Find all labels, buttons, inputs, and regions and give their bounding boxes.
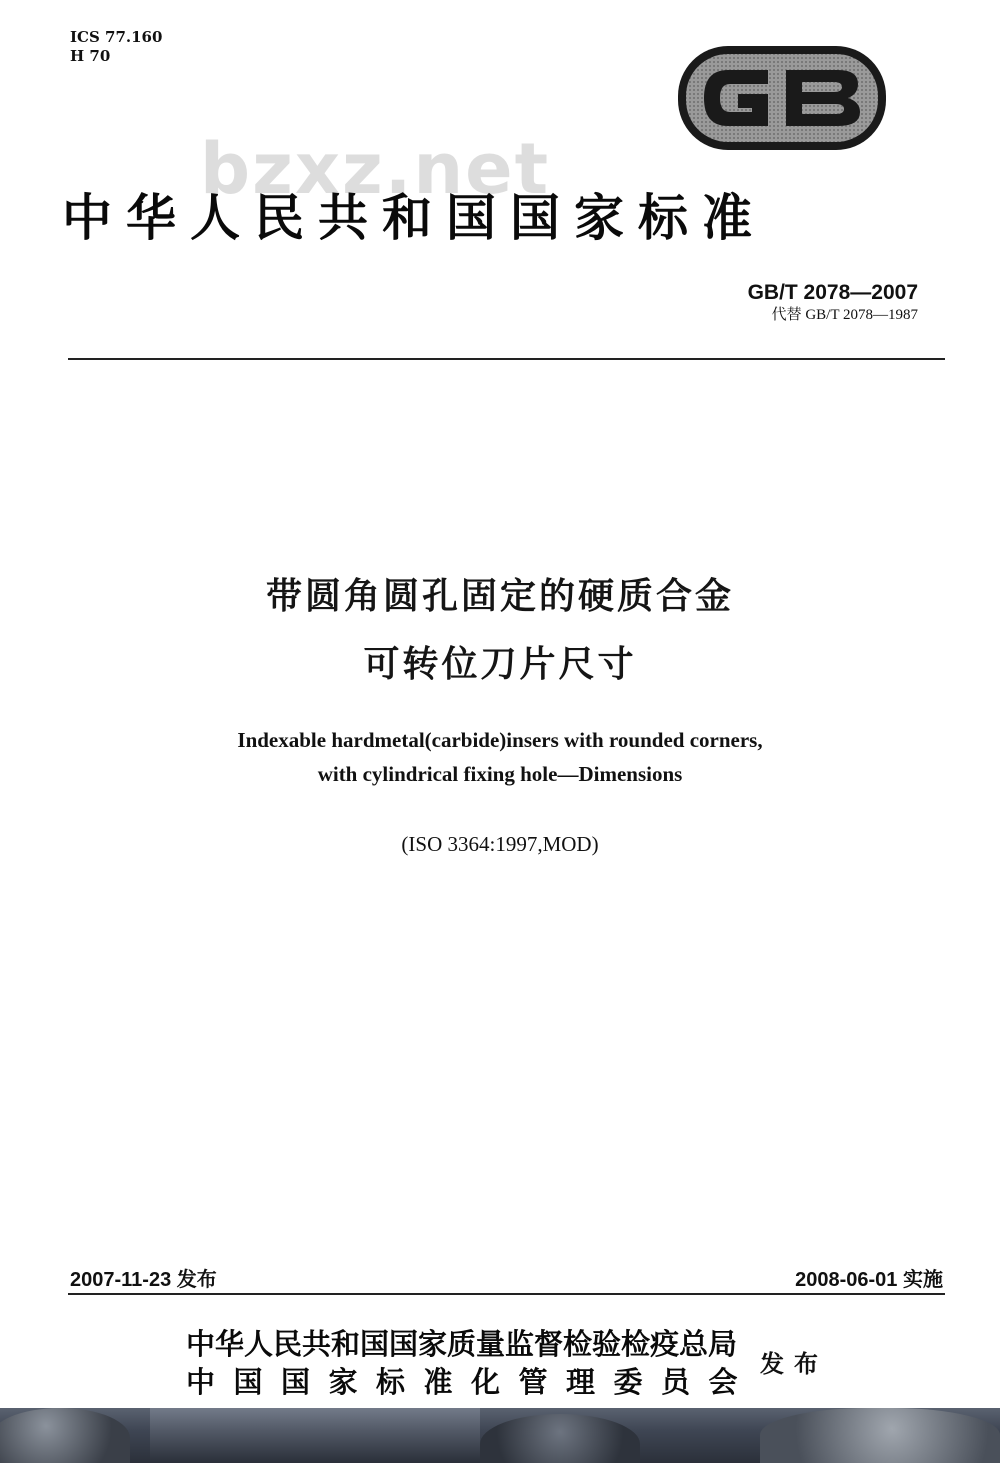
issue-date: 2007-11-23 发布 xyxy=(70,1269,217,1291)
ics-code: ICS 77.160 xyxy=(70,28,163,46)
replaces-standard: 代替 GB/T 2078—1987 xyxy=(771,307,918,323)
rock-shape xyxy=(480,1414,640,1463)
bottom-divider xyxy=(68,1293,945,1295)
iso-adoption-note: (ISO 3364:1997,MOD) xyxy=(401,832,599,856)
issuer-line-1: 中华人民共和国国家质量监督检验检疫总局 xyxy=(186,1327,738,1361)
implementation-date: 2008-06-01 实施 xyxy=(795,1269,943,1291)
photo-haze xyxy=(150,1408,480,1463)
english-title-line-1: Indexable hardmetal(carbide)insers with rounded corners, xyxy=(237,728,763,752)
gb-logo xyxy=(676,44,888,152)
issuer-line-2: 中国国家标准化管理委员会 xyxy=(186,1365,757,1399)
chinese-title-line-2: 可转位刀片尺寸 xyxy=(363,644,637,685)
chinese-title-line-1: 带圆角圆孔固定的硬质合金 xyxy=(265,576,734,617)
standard-number: GB/T 2078—2007 xyxy=(747,281,918,304)
publish-label: 发布 xyxy=(760,1349,828,1378)
national-standard-title: 中华人民共和国国家标准 xyxy=(62,188,766,247)
rock-shape xyxy=(0,1408,130,1463)
category-code: H 70 xyxy=(70,47,111,65)
standard-number-block xyxy=(748,280,918,324)
top-divider xyxy=(68,358,945,360)
classification-codes xyxy=(70,28,162,66)
background-photo-strip xyxy=(0,1408,1000,1463)
rock-shape xyxy=(760,1408,1000,1463)
watermark: bzxz.net xyxy=(200,128,551,210)
english-title-line-2: with cylindrical fixing hole—Dimensions xyxy=(317,762,683,786)
